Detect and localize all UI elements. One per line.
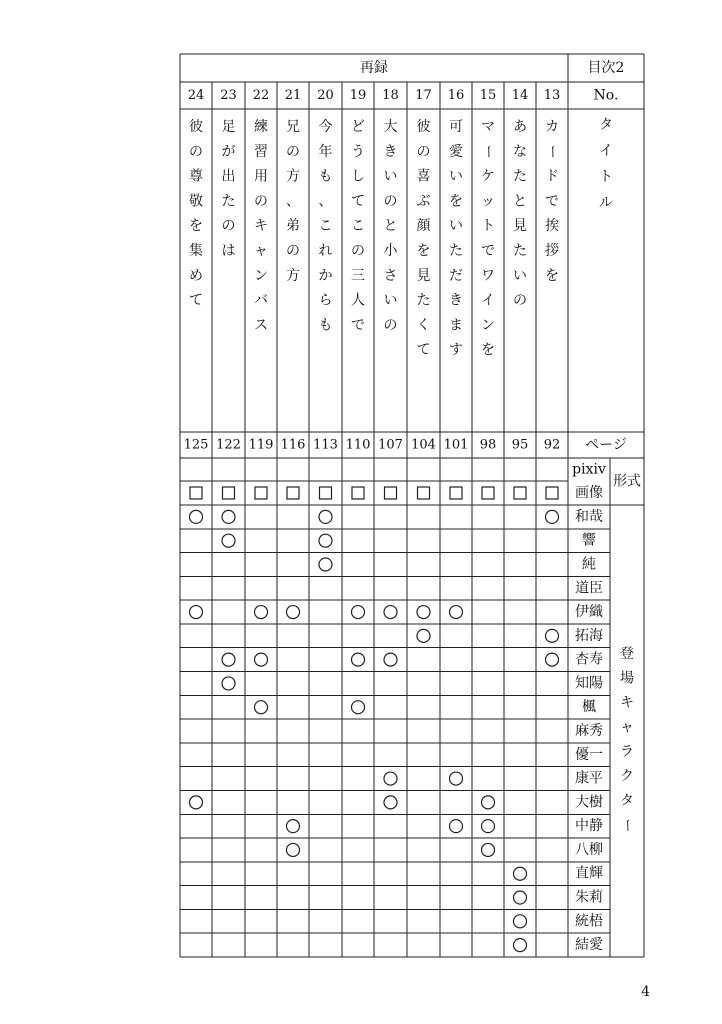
appearance-mark (190, 606, 203, 619)
appearance-mark (255, 701, 268, 714)
character-name: 優一 (575, 746, 603, 763)
appearance-mark (450, 820, 463, 833)
entry-title: バ (254, 292, 268, 309)
entry-title: 用 (254, 168, 268, 185)
page-label: ページ (585, 437, 627, 453)
entry-title: 兄 (286, 119, 300, 135)
entry-title: 方 (286, 168, 300, 185)
entry-title: 練 (254, 119, 268, 135)
entry-title: 可 (449, 119, 463, 135)
entry-title: か (318, 267, 333, 284)
entry-title: ー (480, 144, 496, 159)
character-name: 麻秀 (575, 723, 603, 739)
entry-title: き (383, 143, 398, 160)
entry-page: 116 (280, 437, 306, 453)
image-checkbox (287, 487, 299, 499)
entry-title: ト (481, 218, 495, 235)
entry-title: と (513, 193, 527, 210)
entry-title: カ (545, 119, 559, 135)
entry-title: い (383, 168, 398, 185)
entry-title: も (318, 317, 333, 334)
entry-page: 119 (248, 437, 274, 453)
entry-title: 今 (318, 119, 333, 135)
appearance-mark (482, 843, 495, 856)
entry-title: を (416, 243, 431, 259)
entry-title: 喜 (416, 168, 431, 185)
entry-title: ワ (481, 267, 495, 284)
character-name: 響 (582, 532, 596, 549)
entry-title: い (513, 267, 527, 284)
entry-page: 92 (543, 437, 561, 453)
entry-title: ン (254, 267, 268, 284)
entry-title: も (318, 168, 333, 185)
entry-title: の (221, 218, 236, 235)
appearance-mark (546, 653, 559, 666)
entry-title: な (513, 143, 527, 160)
entry-title: て (351, 193, 365, 210)
entry-title: の (383, 193, 398, 210)
image-checkbox (190, 487, 202, 499)
character-name: 結愛 (575, 937, 603, 954)
entry-number: 24 (187, 88, 205, 103)
entry-title: 顔 (416, 218, 431, 235)
entry-title: ぶ (416, 193, 431, 210)
entry-number: 15 (479, 88, 497, 103)
entry-number: 17 (415, 88, 432, 103)
entry-page: 101 (443, 437, 469, 453)
entry-title: 集 (189, 243, 203, 259)
pixiv-label: pixiv (572, 461, 606, 478)
appearance-mark (384, 796, 397, 809)
entry-title: 方 (286, 267, 300, 284)
title-label: タ (599, 117, 613, 133)
entry-title: 習 (254, 143, 268, 160)
entry-title: き (449, 292, 463, 309)
image-checkbox (546, 487, 558, 499)
appearance-mark (514, 915, 527, 928)
entry-title: 、 (286, 193, 300, 210)
entry-number: 14 (511, 88, 529, 103)
entry-title: で (351, 317, 365, 334)
entry-title: た (449, 243, 463, 259)
entry-title: ス (254, 317, 268, 334)
entry-page: 98 (479, 437, 497, 453)
entry-number: 18 (382, 88, 399, 103)
entry-number: 13 (543, 88, 561, 103)
character-name: 純 (582, 556, 596, 573)
character-name: 和哉 (575, 508, 603, 525)
entry-title: ッ (481, 193, 495, 210)
entry-title: 挨 (545, 218, 559, 235)
entry-title: ド (545, 168, 559, 185)
image-checkbox (482, 487, 494, 499)
appearance-mark (255, 606, 268, 619)
image-checkbox (352, 487, 364, 499)
entry-number: 21 (284, 88, 302, 103)
character-name: 道臣 (575, 580, 603, 597)
appearance-mark (384, 772, 397, 785)
characters-label: 場 (620, 670, 634, 687)
image-checkbox (385, 487, 397, 499)
character-name: 康平 (575, 770, 603, 787)
entry-title: 足 (221, 119, 236, 135)
entry-title: い (383, 292, 398, 309)
image-checkbox (418, 487, 430, 499)
appearance-mark (546, 510, 559, 523)
entry-title: い (449, 168, 463, 185)
entry-title: で (481, 243, 495, 259)
characters-label: キ (620, 695, 634, 711)
entry-title: て (189, 292, 203, 309)
entry-title: 見 (416, 267, 431, 284)
entry-title: い (449, 218, 463, 235)
title-label: ル (599, 195, 613, 211)
page-number: 4 (641, 984, 650, 1000)
entry-title: う (351, 143, 365, 160)
appearance-mark (222, 534, 235, 547)
appearance-mark (222, 653, 235, 666)
entry-title: す (449, 342, 463, 359)
entry-title: 見 (513, 218, 527, 235)
entry-number: 23 (220, 88, 237, 103)
image-checkbox (450, 487, 462, 499)
appearance-mark (514, 867, 527, 880)
entry-page: 104 (411, 437, 436, 453)
entry-title: た (416, 292, 431, 309)
characters-label: ク (620, 768, 634, 785)
entry-title: く (416, 317, 431, 334)
characters-label: 登 (620, 646, 634, 662)
character-name: 朱莉 (575, 889, 603, 906)
appearance-mark (222, 510, 235, 523)
characters-label: ー (619, 818, 635, 833)
appearance-mark (417, 629, 430, 642)
entry-title: こ (351, 218, 365, 235)
entry-title: ケ (481, 168, 495, 185)
section-title: 再録 (360, 60, 388, 76)
entry-title: ら (318, 292, 333, 309)
entry-number: 19 (349, 88, 367, 103)
entry-title: 出 (221, 168, 236, 185)
appearance-mark (546, 629, 559, 642)
character-name: 拓海 (575, 627, 603, 644)
appearance-mark (384, 606, 397, 619)
entry-title: が (221, 143, 236, 160)
entry-title: 年 (318, 143, 333, 160)
appearance-mark (384, 653, 397, 666)
characters-label: ャ (620, 719, 634, 736)
appearance-mark (319, 558, 332, 571)
entry-number: 20 (317, 88, 334, 103)
image-checkbox (223, 487, 235, 499)
entry-title: を (189, 218, 203, 235)
entry-title: た (221, 193, 236, 210)
appearance-mark (255, 653, 268, 666)
entry-title: マ (481, 119, 495, 135)
character-name: 統梧 (575, 913, 603, 930)
appearance-mark (352, 606, 365, 619)
characters-label: タ (620, 793, 634, 809)
entry-title: ど (351, 119, 365, 135)
character-name: 八柳 (575, 841, 603, 858)
entry-title: た (513, 243, 527, 259)
entry-title: を (545, 267, 559, 284)
entry-number: 16 (447, 88, 465, 103)
appearance-mark (450, 772, 463, 785)
entry-title: た (513, 168, 527, 185)
image-checkbox (255, 487, 267, 499)
entry-title: 、 (318, 193, 333, 210)
appearance-mark (222, 677, 235, 690)
entry-title: の (416, 143, 431, 160)
appearance-mark (287, 606, 300, 619)
entry-page: 110 (345, 437, 371, 453)
no-label: No. (593, 87, 619, 104)
character-name: 大樹 (575, 794, 603, 811)
entry-title: ン (481, 317, 495, 334)
appearance-mark (514, 939, 527, 952)
appearance-mark (287, 820, 300, 833)
entry-title: の (383, 317, 398, 334)
appearance-mark (319, 510, 332, 523)
appearance-mark (287, 843, 300, 856)
entry-title: の (351, 243, 365, 259)
appearance-mark (450, 606, 463, 619)
entry-title: を (449, 193, 463, 210)
title-label: イ (599, 143, 613, 159)
appearance-mark (514, 891, 527, 904)
entry-page: 107 (378, 437, 403, 453)
entry-title: の (513, 292, 527, 309)
entry-title: ャ (254, 243, 268, 259)
entry-title: の (254, 193, 268, 210)
entry-title: キ (254, 218, 268, 235)
entry-title: 弟 (286, 218, 300, 235)
character-name: 楓 (582, 699, 596, 716)
character-name: 直輝 (575, 865, 603, 882)
character-name: 伊織 (575, 604, 603, 621)
toc-label: 目次2 (587, 60, 625, 76)
character-name: 杏寿 (575, 651, 603, 668)
entry-title: イ (481, 292, 495, 309)
entry-page: 125 (183, 437, 209, 453)
character-name: 中静 (575, 818, 603, 835)
entry-title: で (545, 193, 559, 210)
entry-title: し (351, 168, 365, 185)
image-checkbox (320, 487, 332, 499)
appearance-mark (482, 796, 495, 809)
character-name: 知陽 (575, 675, 603, 692)
entry-title: あ (513, 119, 527, 135)
entry-page: 95 (511, 437, 529, 453)
entry-title: さ (383, 267, 398, 284)
appearance-mark (352, 701, 365, 714)
entry-title: め (189, 267, 203, 284)
entry-title: を (481, 342, 495, 359)
appearance-mark (352, 653, 365, 666)
format-label: 形式 (613, 473, 641, 490)
title-label: ト (599, 169, 613, 185)
entry-title: 拶 (545, 243, 559, 259)
entry-title: の (286, 243, 300, 259)
entry-title: 大 (383, 119, 398, 135)
entry-title: だ (449, 267, 463, 284)
appearance-mark (190, 510, 203, 523)
entry-title: 人 (351, 292, 365, 309)
image-label: 画像 (575, 485, 603, 501)
entry-title: の (286, 143, 300, 160)
entry-title: て (416, 342, 431, 359)
entry-title: は (221, 243, 236, 259)
entry-title: 彼 (416, 119, 431, 135)
appearance-mark (417, 606, 430, 619)
appearance-mark (190, 796, 203, 809)
entry-title: 敬 (189, 193, 203, 210)
entry-title: 愛 (449, 143, 463, 160)
image-checkbox (514, 487, 526, 499)
entry-title: 小 (383, 243, 398, 259)
appearance-mark (319, 534, 332, 547)
entry-title: 尊 (189, 168, 203, 185)
entry-title: の (189, 143, 203, 160)
entry-page: 122 (216, 437, 241, 453)
appearance-mark (482, 820, 495, 833)
entry-title: ー (544, 144, 560, 159)
entry-title: 彼 (189, 119, 203, 135)
entry-title: れ (318, 243, 333, 259)
entry-page: 113 (313, 437, 338, 453)
entry-title: 三 (351, 267, 365, 284)
entry-title: こ (318, 218, 333, 235)
entry-number: 22 (252, 88, 270, 103)
entry-title: と (383, 218, 398, 235)
characters-label: ラ (620, 744, 634, 760)
entry-title: ま (449, 317, 463, 334)
